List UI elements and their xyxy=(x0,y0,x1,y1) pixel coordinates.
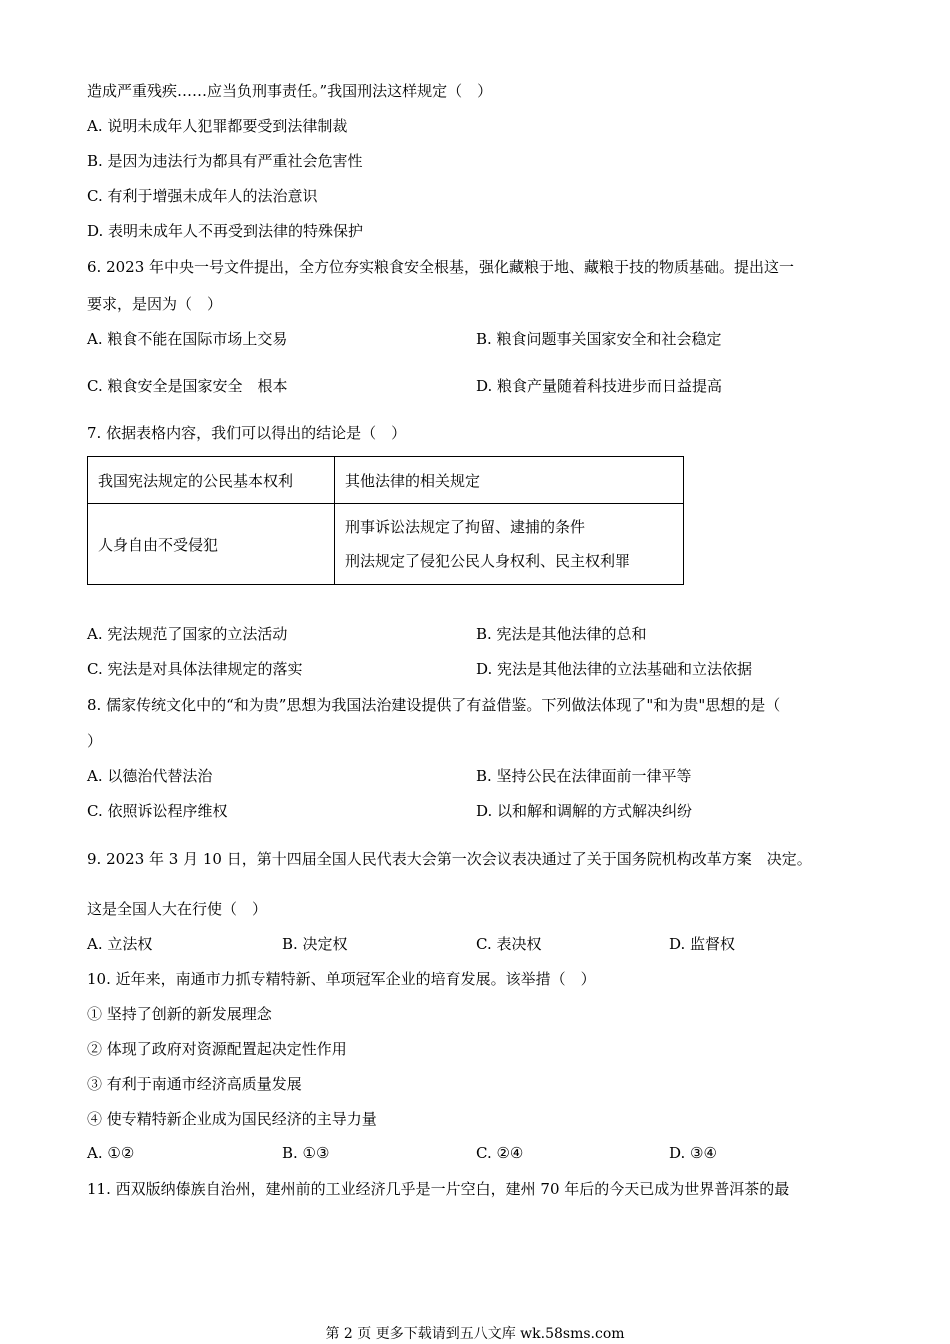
q9-option-a: A. 立法权 xyxy=(87,935,153,953)
q8-option-c: C. 依照诉讼程序维权 xyxy=(87,802,228,820)
q7-stem: 7. 依据表格内容，我们可以得出的结论是（ ） xyxy=(87,424,407,442)
q9-stem-line1: 9. 2023 年 3 月 10 日，第十四届全国人民代表大会第一次会议表决通过了关于国务院机构改革方案 决定。 xyxy=(87,850,812,868)
q10-stem: 10. 近年来，南通市力抓专精特新、单项冠军企业的培育发展。该举措（ ） xyxy=(87,970,596,988)
q7-option-d: D. 宪法是其他法律的立法基础和立法依据 xyxy=(476,660,753,678)
q9-option-c: C. 表决权 xyxy=(476,935,542,953)
q10-statement-1: ① 坚持了创新的新发展理念 xyxy=(87,1005,272,1023)
rights-law-table xyxy=(87,456,684,585)
q5-stem: 造成严重残疾……应当负刑事责任。”我国刑法这样规定（ ） xyxy=(87,82,493,100)
table-header-row xyxy=(88,457,684,504)
q5-option-c: C. 有利于增强未成年人的法治意识 xyxy=(87,187,318,205)
q6-stem-line1: 6. 2023 年中央一号文件提出，全方位夯实粮食安全根基，强化藏粮于地、藏粮于技的物质基础。提出这一 xyxy=(87,258,795,276)
q11-stem-line1: 11. 西双版纳傣族自治州，建州前的工业经济几乎是一片空白，建州 70 年后的今天已成为世界普洱茶的最 xyxy=(87,1180,790,1198)
q9-stem-line2: 这是全国人大在行使（ ） xyxy=(87,900,268,918)
page-footer: 第 2 页 更多下载请到五八文库 wk.58sms.com xyxy=(325,1326,625,1342)
q10-statement-2: ② 体现了政府对资源配置起决定性作用 xyxy=(87,1040,347,1058)
table-cell-right: 人身自由不受侵犯 xyxy=(88,504,335,585)
q9-option-d: D. 监督权 xyxy=(669,935,736,953)
law-line-2: 刑法规定了侵犯公民人身权利、民主权利罪 xyxy=(345,552,631,570)
q6-option-b: B. 粮食问题事关国家安全和社会稳定 xyxy=(476,330,722,348)
q9-option-b: B. 决定权 xyxy=(282,935,348,953)
q8-stem-line2: ） xyxy=(87,732,103,750)
q10-option-a: A. ①② xyxy=(87,1144,135,1162)
q6-stem-line2: 要求，是因为（ ） xyxy=(87,295,223,313)
law-line-1: 刑事诉讼法规定了拘留、逮捕的条件 xyxy=(345,518,586,536)
q10-option-d: D. ③④ xyxy=(669,1144,717,1162)
q10-statement-4: ④ 使专精特新企业成为国民经济的主导力量 xyxy=(87,1110,377,1128)
q5-option-d: D. 表明未成年人不再受到法律的特殊保护 xyxy=(87,222,364,240)
q5-option-a: A. 说明未成年人犯罪都要受到法律制裁 xyxy=(87,117,348,135)
q7-option-a: A. 宪法规范了国家的立法活动 xyxy=(87,625,288,643)
q8-option-d: D. 以和解和调解的方式解决纠纷 xyxy=(476,802,693,820)
table-header-laws: 其他法律的相关规定 xyxy=(335,457,684,504)
q8-stem-line1: 8. 儒家传统文化中的“和为贵”思想为我国法治建设提供了有益借鉴。下列做法体现了"和为贵"思想的是（ xyxy=(87,696,781,714)
table-header-rights: 我国宪法规定的公民基本权利 xyxy=(88,457,335,504)
q8-option-b: B. 坚持公民在法律面前一律平等 xyxy=(476,767,692,785)
q6-option-d: D. 粮食产量随着科技进步而日益提高 xyxy=(476,377,723,395)
q10-statement-3: ③ 有利于南通市经济高质量发展 xyxy=(87,1075,302,1093)
q6-option-a: A. 粮食不能在国际市场上交易 xyxy=(87,330,288,348)
table-cell-laws xyxy=(335,504,684,585)
q10-option-b: B. ①③ xyxy=(282,1144,330,1162)
q7-option-c: C. 宪法是对具体法律规定的落实 xyxy=(87,660,303,678)
q8-option-a: A. 以德治代替法治 xyxy=(87,767,213,785)
q7-option-b: B. 宪法是其他法律的总和 xyxy=(476,625,647,643)
q6-option-c: C. 粮食安全是国家安全 根本 xyxy=(87,377,288,395)
q10-option-c: C. ②④ xyxy=(476,1144,524,1162)
q5-option-b: B. 是因为违法行为都具有严重社会危害性 xyxy=(87,152,363,170)
table-row xyxy=(88,504,684,585)
